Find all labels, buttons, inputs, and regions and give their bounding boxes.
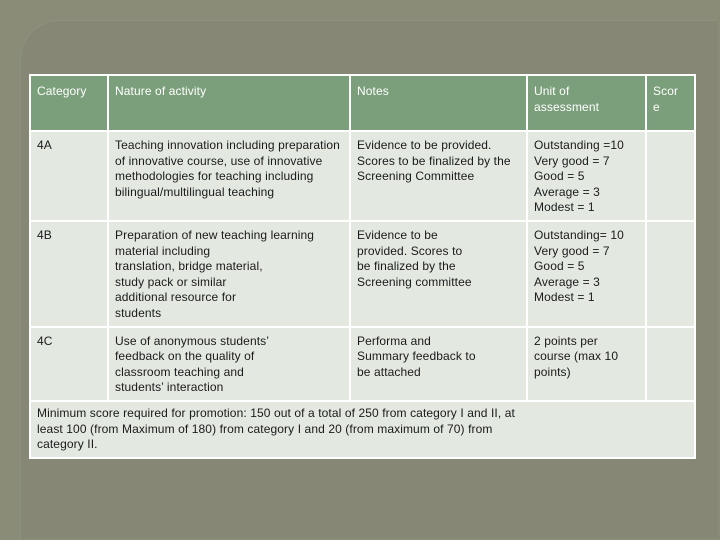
cell-notes: Evidence to be provided. Scores to be finalized by the Screening committee [351, 222, 526, 326]
table-row [31, 328, 694, 400]
cell-unit: Outstanding= 10 Very good = 7 Good = 5 Average = 3 Modest = 1 [528, 222, 645, 326]
cell-score [647, 222, 694, 326]
footer-cell [31, 402, 694, 457]
table-row [31, 132, 694, 220]
cell-category: 4A [31, 132, 107, 220]
cell-unit: 2 points per course (max 10 points) [528, 328, 645, 400]
cell-score [647, 132, 694, 220]
cell-category: 4B [31, 222, 107, 326]
header-category: Category [31, 76, 107, 130]
header-nature-of-activity: Nature of activity [109, 76, 349, 130]
header-unit-of-assessment: Unit of assessment [528, 76, 645, 130]
table-header-row [31, 76, 694, 130]
footer-note: Minimum score required for promotion: 150 out of a total of 250 from category I and II, at least 100 (from Maximum of 180) from category I and 20 (from maximum of 70) from category II. [37, 405, 515, 452]
table-footer-row [31, 402, 694, 457]
cell-nature: Use of anonymous students’ feedback on the quality of classroom teaching and students’ interaction [109, 328, 349, 400]
table-row [31, 222, 694, 326]
assessment-table [29, 74, 696, 459]
cell-unit: Outstanding =10 Very good = 7 Good = 5 Average = 3 Modest = 1 [528, 132, 645, 220]
cell-category: 4C [31, 328, 107, 400]
header-notes: Notes [351, 76, 526, 130]
cell-nature: Preparation of new teaching learning material including translation, bridge material, study pack or similar additional resource for students [109, 222, 349, 326]
header-score: Scor e [647, 76, 694, 130]
cell-score [647, 328, 694, 400]
cell-nature: Teaching innovation including preparation of innovative course, use of innovative methodologies for teaching including bilingual/multilingual teaching [109, 132, 349, 220]
cell-notes: Performa and Summary feedback to be attached [351, 328, 526, 400]
cell-notes: Evidence to be provided. Scores to be finalized by the Screening Committee [351, 132, 526, 220]
